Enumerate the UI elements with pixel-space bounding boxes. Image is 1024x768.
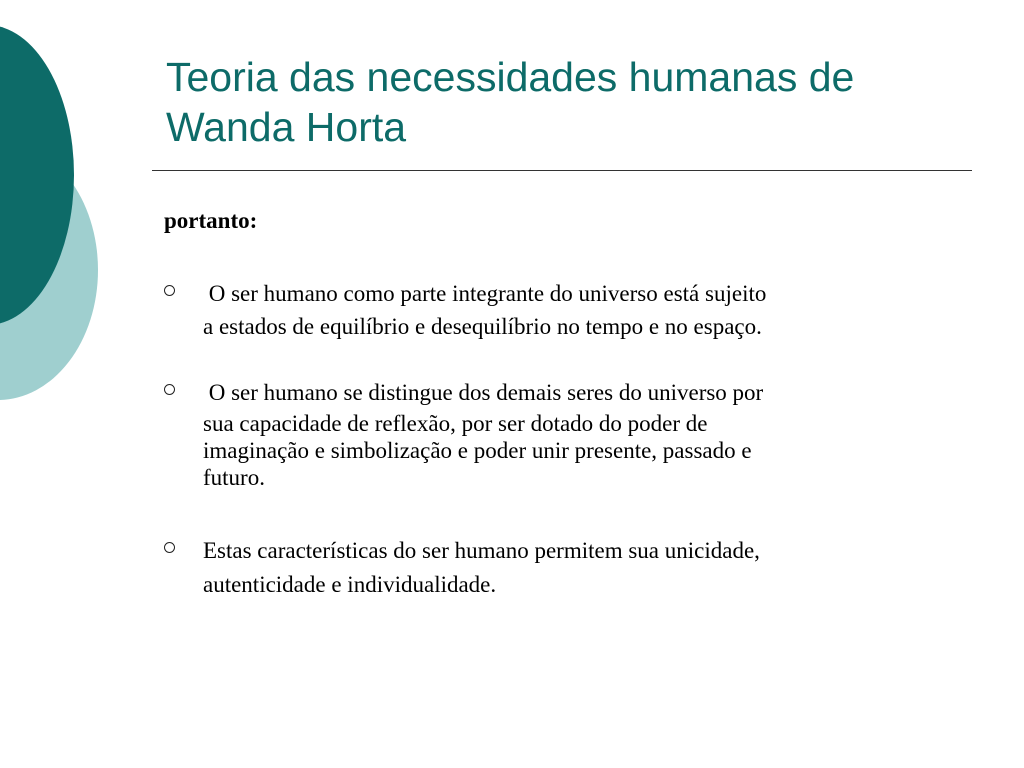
- bullet-2-line-3: imaginação e simbolização e poder unir presente, passado e: [203, 438, 752, 463]
- bullet-text-3: [203, 534, 924, 602]
- bullet-item-1: [164, 277, 924, 343]
- bullet-text-2: [203, 376, 924, 491]
- bullet-2-line-4: futuro.: [203, 465, 265, 490]
- slide-title-line-1: Teoria das necessidades humanas de: [166, 54, 855, 100]
- hollow-circle-bullet-icon: [164, 542, 175, 553]
- hollow-circle-bullet-icon: [164, 285, 175, 296]
- bullet-2-line-2: sua capacidade de reflexão, por ser dotado do poder de: [203, 411, 708, 436]
- subheading: portanto:: [164, 208, 258, 233]
- bullet-item-3: [164, 534, 924, 602]
- bullet-3-line-2: autenticidade e individualidade.: [203, 572, 497, 597]
- title-divider: [152, 170, 972, 171]
- slide-title: [166, 52, 986, 152]
- slide-title-line-2: Wanda Horta: [166, 104, 407, 150]
- bullet-3-line-1: Estas características do ser humano permitem sua unicidade,: [203, 538, 760, 563]
- bullet-1-line-1: O ser humano como parte integrante do universo está sujeito: [203, 281, 767, 306]
- hollow-circle-bullet-icon: [164, 384, 175, 395]
- bullet-item-2: [164, 376, 924, 491]
- bullet-1-line-2: a estados de equilíbrio e desequilíbrio no tempo e no espaço.: [203, 314, 762, 339]
- bullet-text-1: [203, 277, 924, 343]
- bullet-2-line-1: O ser humano se distingue dos demais seres do universo por: [203, 380, 764, 405]
